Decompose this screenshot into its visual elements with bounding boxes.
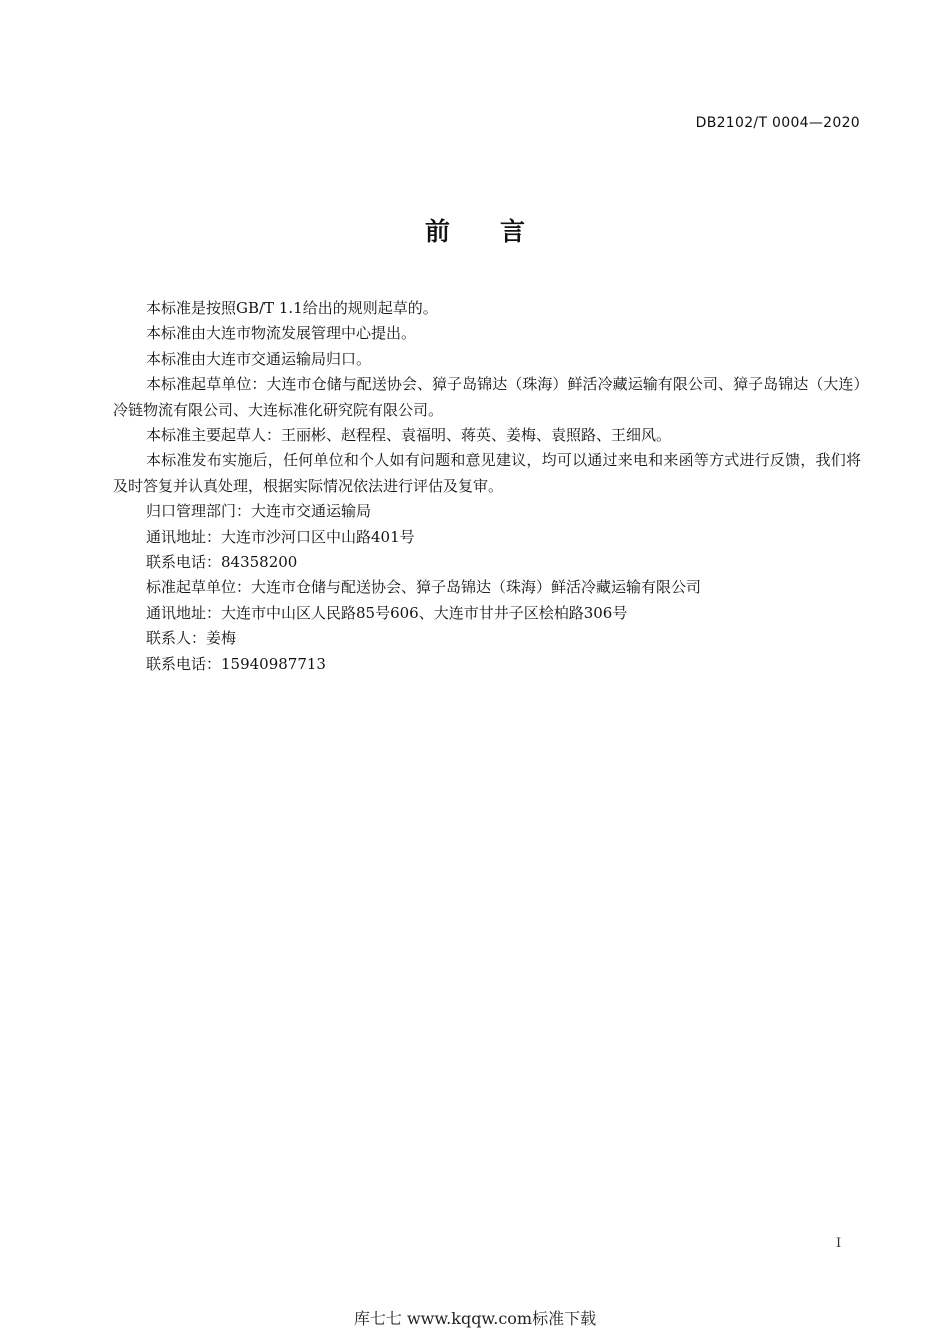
page-title: 前言 (424, 217, 575, 246)
footer-watermark: 库七七 www.kqqw.com标准下载 (353, 1309, 597, 1328)
paragraph-feedback: 本标准发布实施后，任何单位和个人如有问题和意见建议，均可以通过来电和来函等方式进行反馈，我们将及时答复并认真处理，根据实际情况依法进行评估及复审。 (113, 451, 861, 495)
paragraph-phone-1: 联系电话：84358200 (146, 553, 298, 572)
paragraph-phone-2: 联系电话：15940987713 (146, 654, 326, 673)
paragraph-address-2: 通讯地址：大连市中山区人民路85号606、大连市甘井子区桧柏路306号 (146, 603, 628, 622)
foreword-body (113, 296, 861, 677)
paragraph-proposer: 本标准由大连市物流发展管理中心提出。 (146, 324, 417, 343)
paragraph-centralized-by: 本标准由大连市交通运输局归口。 (146, 349, 372, 368)
page-number: I (836, 1236, 842, 1251)
paragraph-address-1: 通讯地址：大连市沙河口区中山路401号 (146, 527, 415, 546)
paragraph-main-drafters: 本标准主要起草人：王丽彬、赵程程、袁福明、蒋英、姜梅、袁照路、王细风。 (146, 426, 672, 445)
paragraph-drafting-rules: 本标准是按照GB/T 1.1给出的规则起草的。 (146, 299, 438, 317)
document-code: DB2102/T 0004—2020 (695, 115, 860, 131)
paragraph-drafting-unit-contact: 标准起草单位：大连市仓储与配送协会、獐子岛锦达（珠海）鲜活冷藏运输有限公司 (146, 578, 702, 597)
paragraph-drafting-units: 本标准起草单位：大连市仓储与配送协会、獐子岛锦达（珠海）鲜活冷藏运输有限公司、獐子岛锦达（大连）冷链物流有限公司、大连标准化研究院有限公司。 (113, 375, 861, 419)
paragraph-contact-person: 联系人：姜梅 (146, 629, 237, 648)
paragraph-management-dept: 归口管理部门：大连市交通运输局 (146, 502, 372, 521)
